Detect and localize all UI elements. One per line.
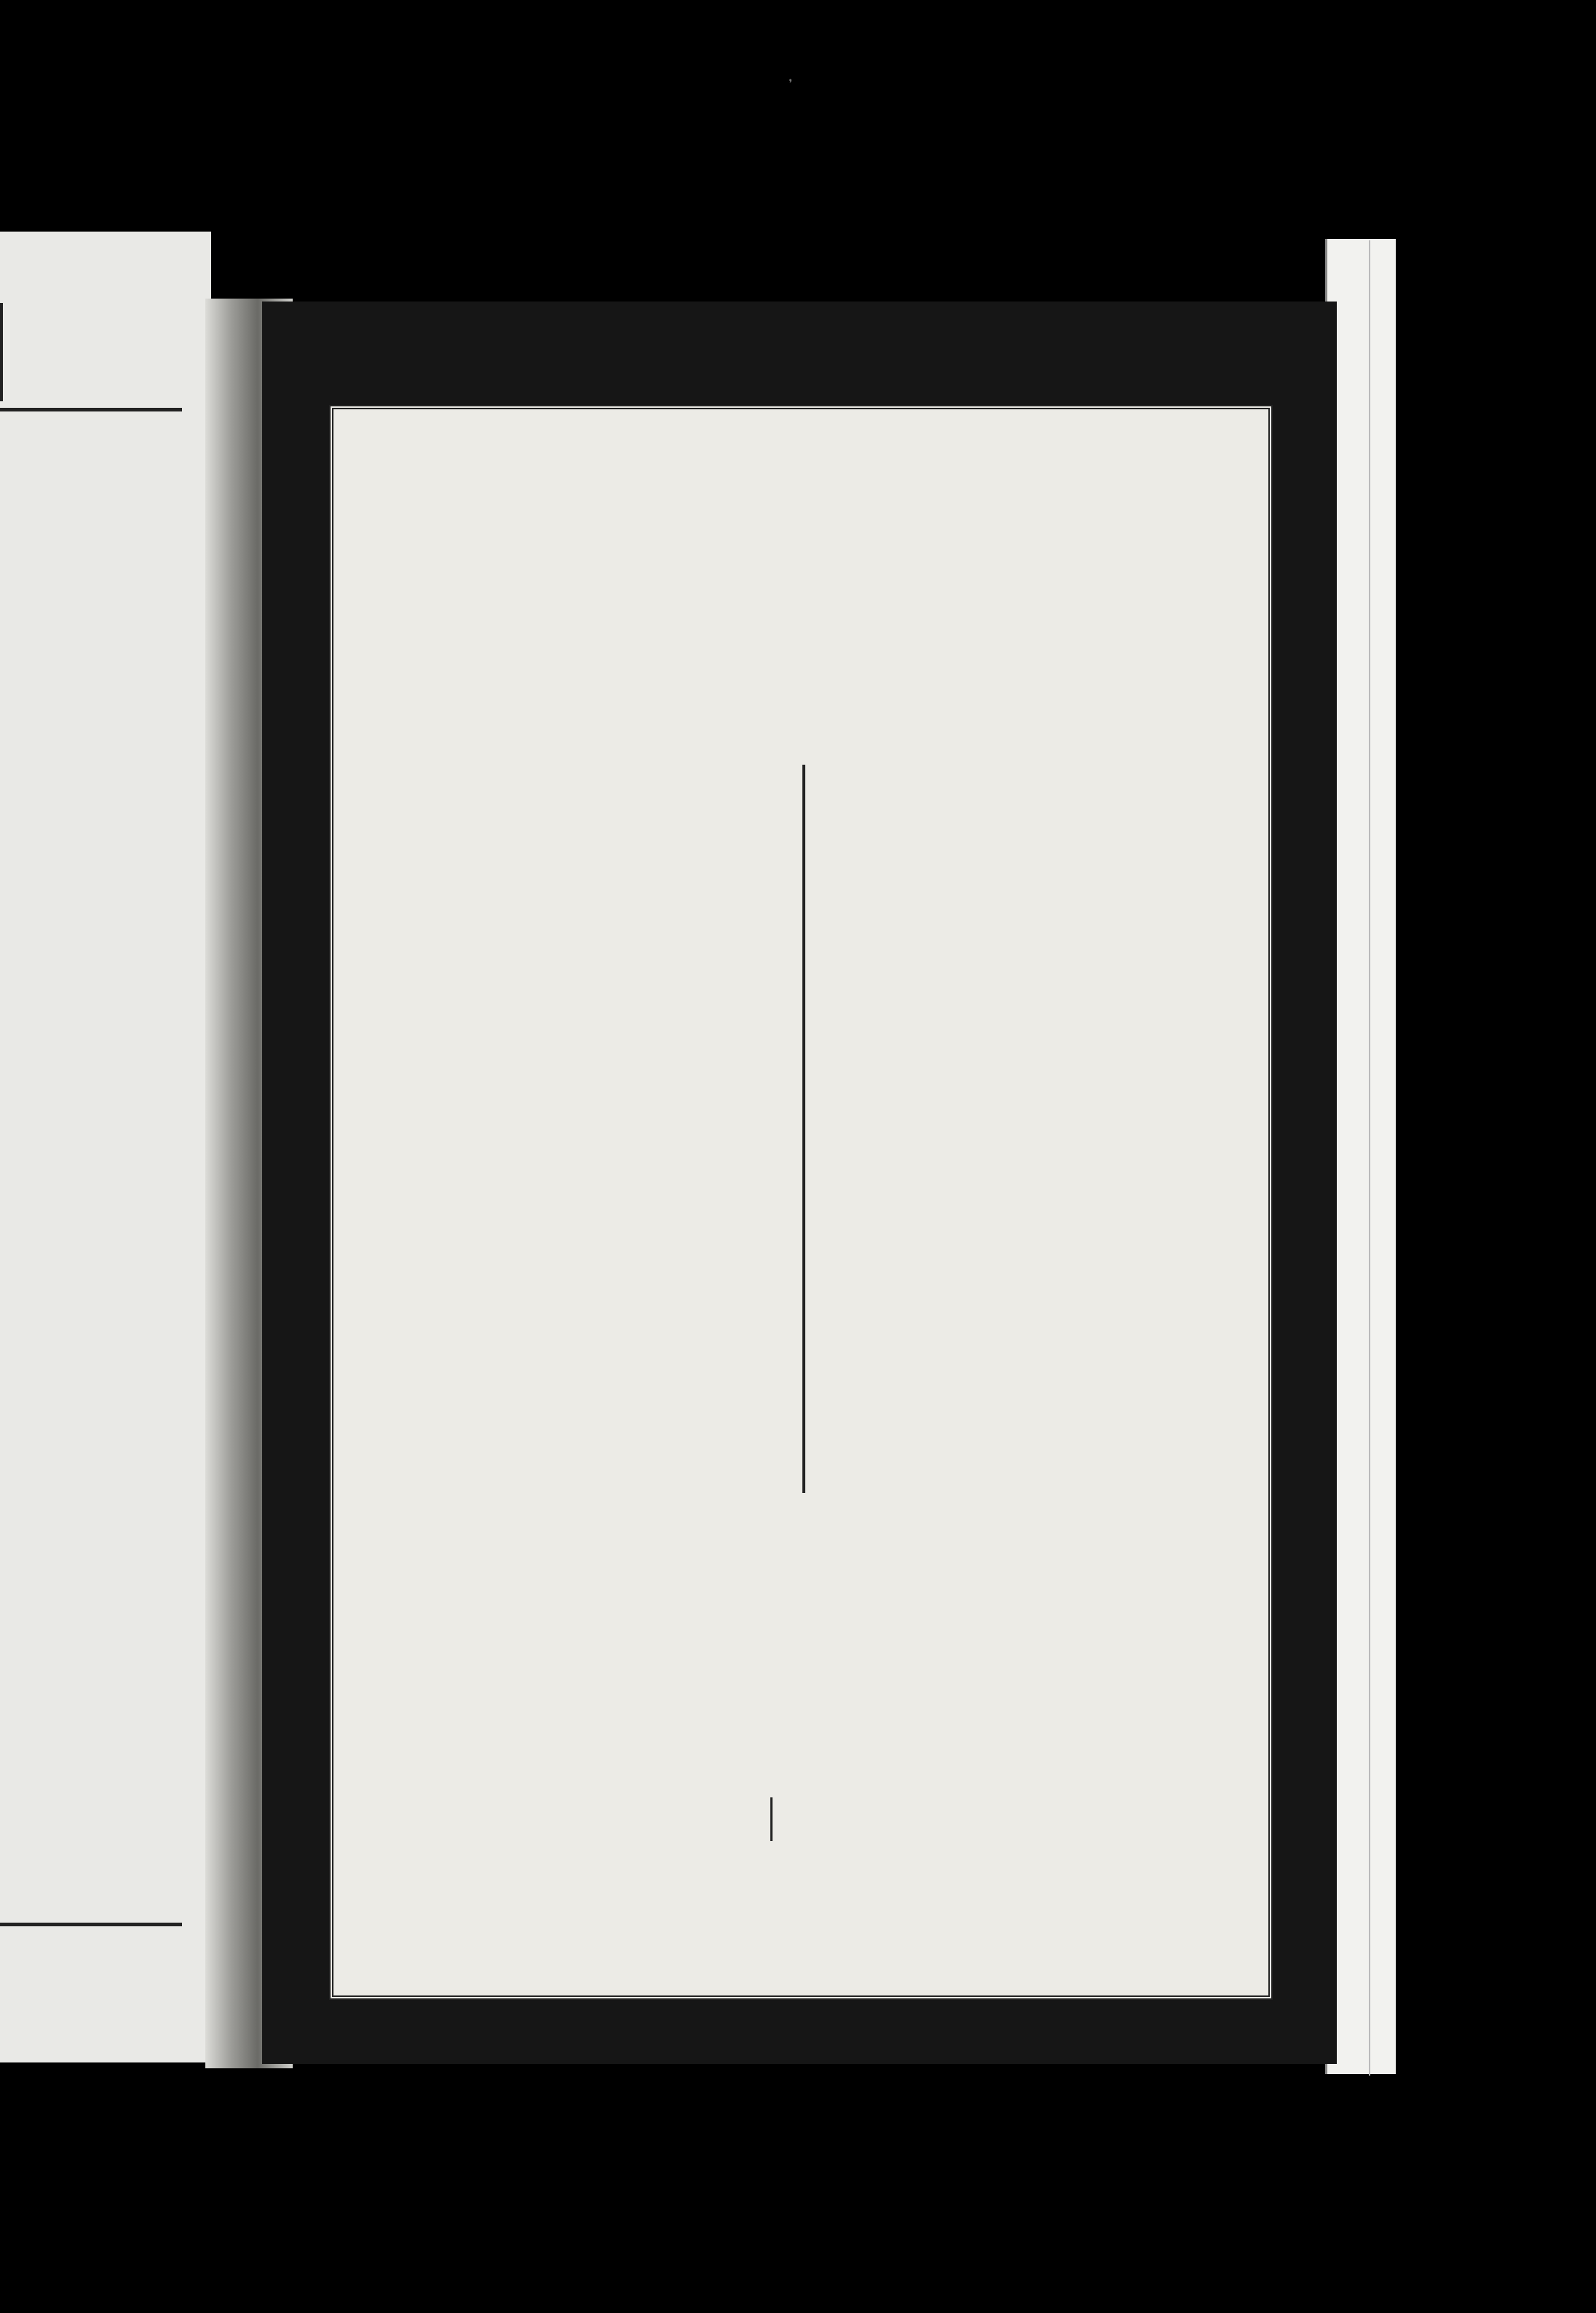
- north-toronto-divider: [770, 1797, 773, 1841]
- left-top-notice: [0, 299, 182, 411]
- left-page-fragment: [0, 232, 211, 2062]
- left-bottom-rule: [0, 1923, 182, 1926]
- right-page-edge-line: [1369, 240, 1392, 2076]
- county-of-york-panel: [329, 405, 1273, 2000]
- top-scroll-ornament: [269, 304, 1330, 406]
- left-scroll-ornament: [265, 411, 331, 1984]
- bottom-scroll-ornament: [269, 2003, 1330, 2061]
- scan-mark: ᾽: [786, 79, 794, 97]
- right-scroll-ornament: [1268, 411, 1334, 1984]
- ornamental-frame: [262, 302, 1337, 2064]
- column-divider: [802, 765, 805, 1493]
